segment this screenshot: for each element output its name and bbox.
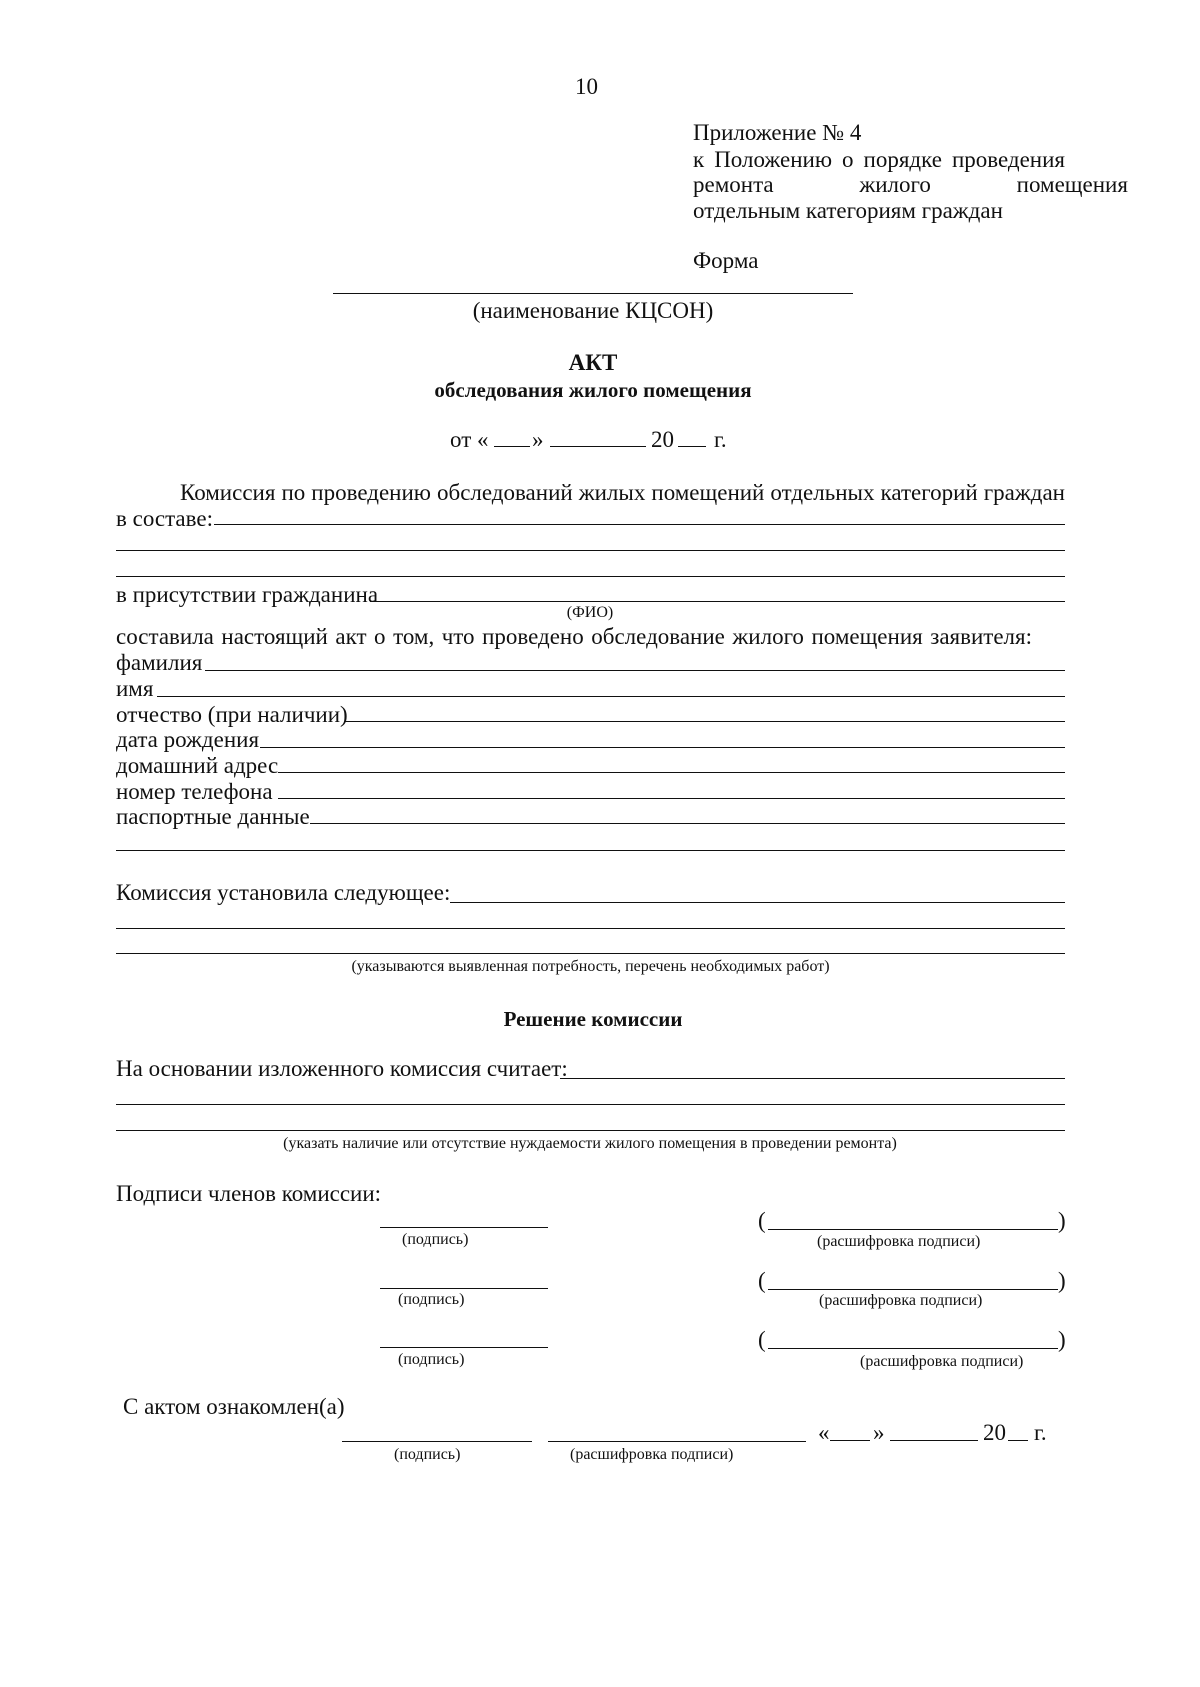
passport-field-1[interactable] — [310, 823, 1065, 824]
member-2-paren-close: ) — [1058, 1268, 1066, 1293]
ack-month-field[interactable] — [890, 1440, 978, 1441]
appendix-line-1: к Положению о порядке проведения — [693, 147, 1065, 172]
home-address-label: домашний адрес — [116, 753, 279, 778]
member-2-signature-caption: (подпись) — [398, 1291, 465, 1308]
passport-label: паспортные данные — [116, 804, 310, 829]
presence-fio-field[interactable] — [370, 601, 1065, 602]
appendix-line-2-text: ремонта жилого помещения — [693, 172, 1128, 197]
signatures-label: Подписи членов комиссии: — [116, 1181, 382, 1206]
appendix-line-3: отдельным категориям граждан — [693, 198, 1003, 223]
composition-field-3[interactable] — [116, 576, 1065, 577]
member-1-decode-field[interactable] — [768, 1229, 1058, 1230]
name-field[interactable] — [157, 696, 1065, 697]
member-1-paren-close: ) — [1058, 1208, 1066, 1233]
birth-date-label: дата рождения — [116, 727, 260, 752]
ack-decode-caption: (расшифровка подписи) — [570, 1446, 734, 1463]
appendix-title: Приложение № 4 — [693, 120, 862, 145]
act-date-prefix: от « — [450, 427, 489, 452]
appendix-line-2 — [693, 172, 1128, 198]
ack-label: С актом ознакомлен(а) — [123, 1394, 345, 1419]
findings-field-3[interactable] — [116, 953, 1065, 954]
act-year-suffix: г. — [714, 427, 727, 452]
phone-label: номер телефона — [116, 779, 273, 804]
surname-field[interactable] — [205, 670, 1065, 671]
surname-label: фамилия — [116, 650, 203, 675]
member-3-signature-field[interactable] — [380, 1347, 548, 1348]
birth-date-field[interactable] — [260, 747, 1065, 748]
passport-field-2[interactable] — [116, 850, 1065, 851]
act-month-field[interactable] — [550, 446, 646, 447]
fio-caption: (ФИО) — [566, 604, 614, 621]
member-3-paren-close: ) — [1058, 1327, 1066, 1352]
member-1-decode-caption: (расшифровка подписи) — [817, 1233, 981, 1250]
ack-year-prefix: 20 — [983, 1420, 1006, 1445]
act-title: АКТ — [568, 350, 618, 375]
act-date — [450, 427, 750, 453]
composition-field-2[interactable] — [116, 550, 1065, 551]
member-3-decode-field[interactable] — [768, 1348, 1058, 1349]
member-1-signature-field[interactable] — [380, 1227, 548, 1228]
ack-year-suffix: г. — [1034, 1420, 1047, 1445]
decision-field-3[interactable] — [116, 1130, 1065, 1131]
member-1-signature-caption: (подпись) — [402, 1231, 469, 1248]
presence-label: в присутствии гражданина — [116, 582, 379, 607]
member-3-signature-caption: (подпись) — [398, 1351, 465, 1368]
name-label: имя — [116, 676, 154, 701]
findings-caption: (указываются выявленная потребность, перечень необходимых работ) — [351, 958, 830, 975]
ack-decode-field[interactable] — [548, 1441, 806, 1442]
act-subtitle: обследования жилого помещения — [434, 378, 752, 402]
decision-title: Решение комиссии — [503, 1007, 683, 1031]
decision-field-2[interactable] — [116, 1104, 1065, 1105]
member-3-paren-open: ( — [758, 1327, 766, 1352]
member-1-paren-open: ( — [758, 1208, 766, 1233]
ack-signature-caption: (подпись) — [394, 1446, 461, 1463]
decision-caption: (указать наличие или отсутствие нуждаемости жилого помещения в проведении ремонта) — [283, 1135, 897, 1152]
ack-date-close: » — [873, 1420, 885, 1445]
act-day-field[interactable] — [494, 446, 530, 447]
findings-field-1[interactable] — [450, 902, 1065, 903]
page-number: 10 — [575, 74, 598, 99]
member-2-signature-field[interactable] — [380, 1288, 548, 1289]
member-2-paren-open: ( — [758, 1268, 766, 1293]
findings-field-2[interactable] — [116, 928, 1065, 929]
decision-field-1[interactable] — [560, 1078, 1065, 1079]
member-3-decode-caption: (расшифровка подписи) — [860, 1353, 1024, 1370]
ack-signature-field[interactable] — [342, 1441, 532, 1442]
commission-intro: Комиссия по проведению обследований жилых помещений отдельных категорий граждан — [180, 480, 1065, 505]
findings-label: Комиссия установила следующее: — [116, 880, 451, 905]
ack-day-field[interactable] — [830, 1440, 870, 1441]
form-label: Форма — [693, 248, 759, 273]
ack-year-field[interactable] — [1008, 1440, 1028, 1441]
phone-field[interactable] — [278, 798, 1065, 799]
composition-field-1[interactable] — [214, 524, 1065, 525]
composition-label: в составе: — [116, 506, 213, 531]
commission-statement: составила настоящий акт о том, что проведено обследование жилого помещения заявителя: — [116, 624, 1032, 649]
decision-label: На основании изложенного комиссия считает: — [116, 1056, 568, 1081]
home-address-field[interactable] — [278, 772, 1065, 773]
act-year-prefix: 20 — [651, 427, 674, 452]
act-date-close: » — [532, 427, 544, 452]
patronymic-field[interactable] — [344, 721, 1065, 722]
act-year-field[interactable] — [678, 446, 706, 447]
ack-date-open: « — [818, 1420, 830, 1445]
patronymic-label: отчество (при наличии) — [116, 702, 348, 727]
member-2-decode-caption: (расшифровка подписи) — [819, 1292, 983, 1309]
org-name-field[interactable] — [333, 293, 853, 294]
org-caption: (наименование КЦСОН) — [472, 298, 714, 323]
member-2-decode-field[interactable] — [768, 1289, 1058, 1290]
